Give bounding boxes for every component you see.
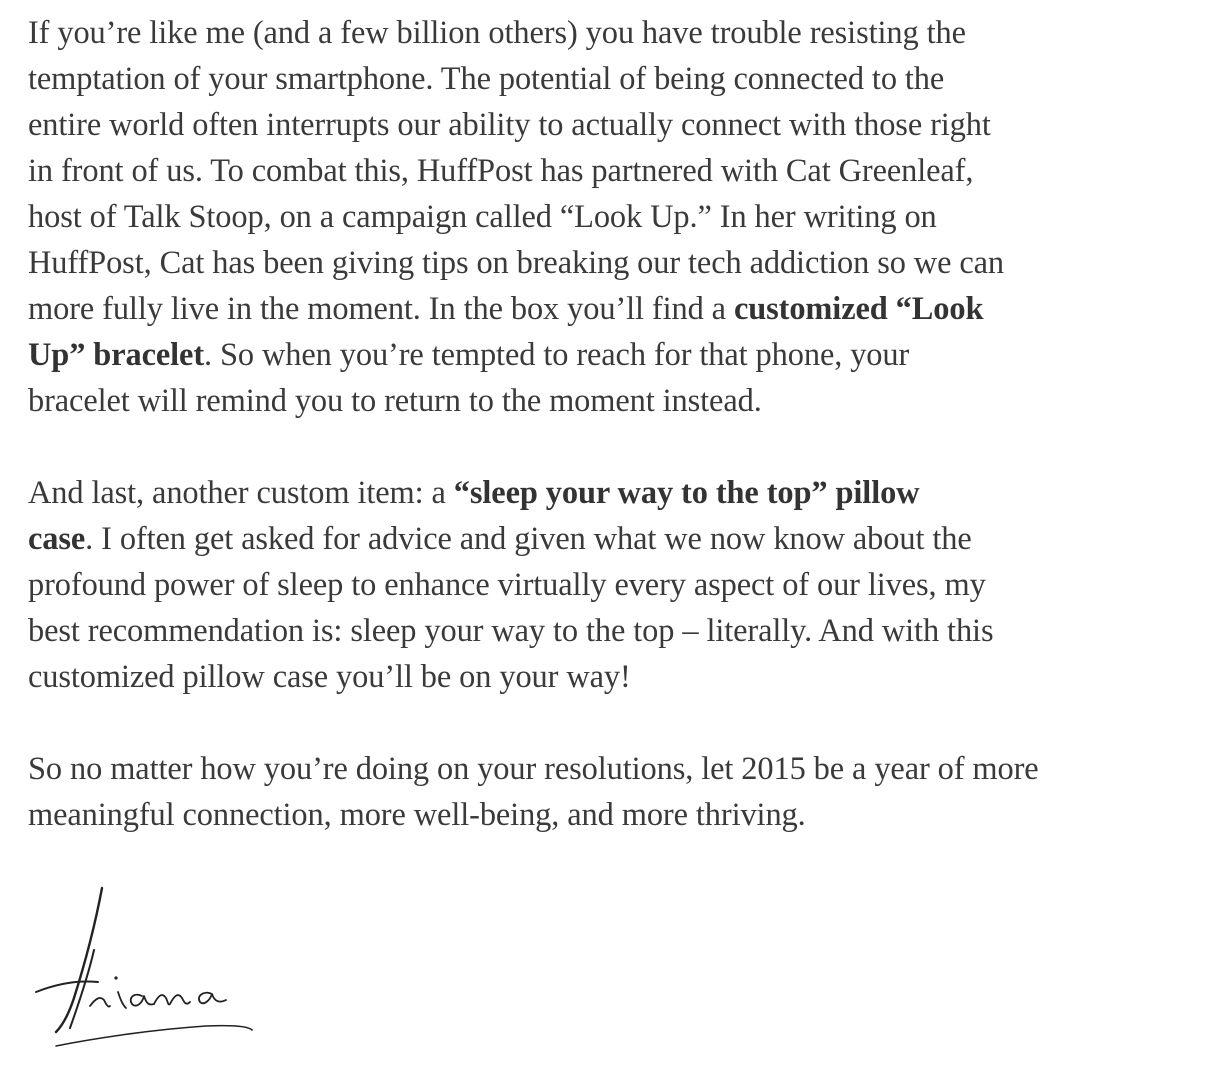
text-line: And last, another custom item: a	[28, 475, 454, 511]
bold-pillow-text: “sleep your way to the top” pillow	[453, 475, 920, 511]
text-line: meaningful connection, more well-being, and more thriving.	[28, 797, 806, 833]
bold-pillow-text: case	[28, 521, 86, 557]
text-line: bracelet will remind you to return to the moment instead.	[28, 383, 762, 419]
paragraph-closing	[28, 746, 1196, 838]
text-line: temptation of your smartphone. The potential of being connected to the	[28, 61, 945, 97]
text-line: best recommendation is: sleep your way to the top – literally. And with this	[28, 613, 994, 649]
paragraph-pillow-case	[28, 470, 1196, 700]
text-line: in front of us. To combat this, HuffPost has partnered with Cat Greenleaf,	[28, 153, 974, 189]
text-line: . I often get asked for advice and given what we now know about the	[85, 521, 972, 557]
bold-bracelet-text: Up” bracelet	[28, 337, 204, 373]
text-line: HuffPost, Cat has been giving tips on breaking our tech addiction so we can	[28, 245, 1005, 281]
text-line: entire world often interrupts our ability to actually connect with those right	[28, 107, 991, 143]
text-line: more fully live in the moment. In the box you’ll find a	[28, 291, 734, 327]
text-line: . So when you’re tempted to reach for that phone, your	[204, 337, 910, 373]
paragraph-gap	[28, 700, 1196, 746]
text-line: profound power of sleep to enhance virtually every aspect of our lives, my	[28, 567, 986, 603]
text-line: customized pillow case you’ll be on your way!	[28, 659, 631, 695]
bold-bracelet-text: customized “Look	[733, 291, 984, 327]
signature-arianna	[26, 880, 266, 1060]
text-line: So no matter how you’re doing on your resolutions, let 2015 be a year of more	[28, 751, 1039, 787]
text-line: If you’re like me (and a few billion others) you have trouble resisting the	[28, 15, 966, 51]
text-line: host of Talk Stoop, on a campaign called “Look Up.” In her writing on	[28, 199, 937, 235]
paragraph-look-up	[28, 10, 1196, 424]
paragraph-gap	[28, 424, 1196, 470]
